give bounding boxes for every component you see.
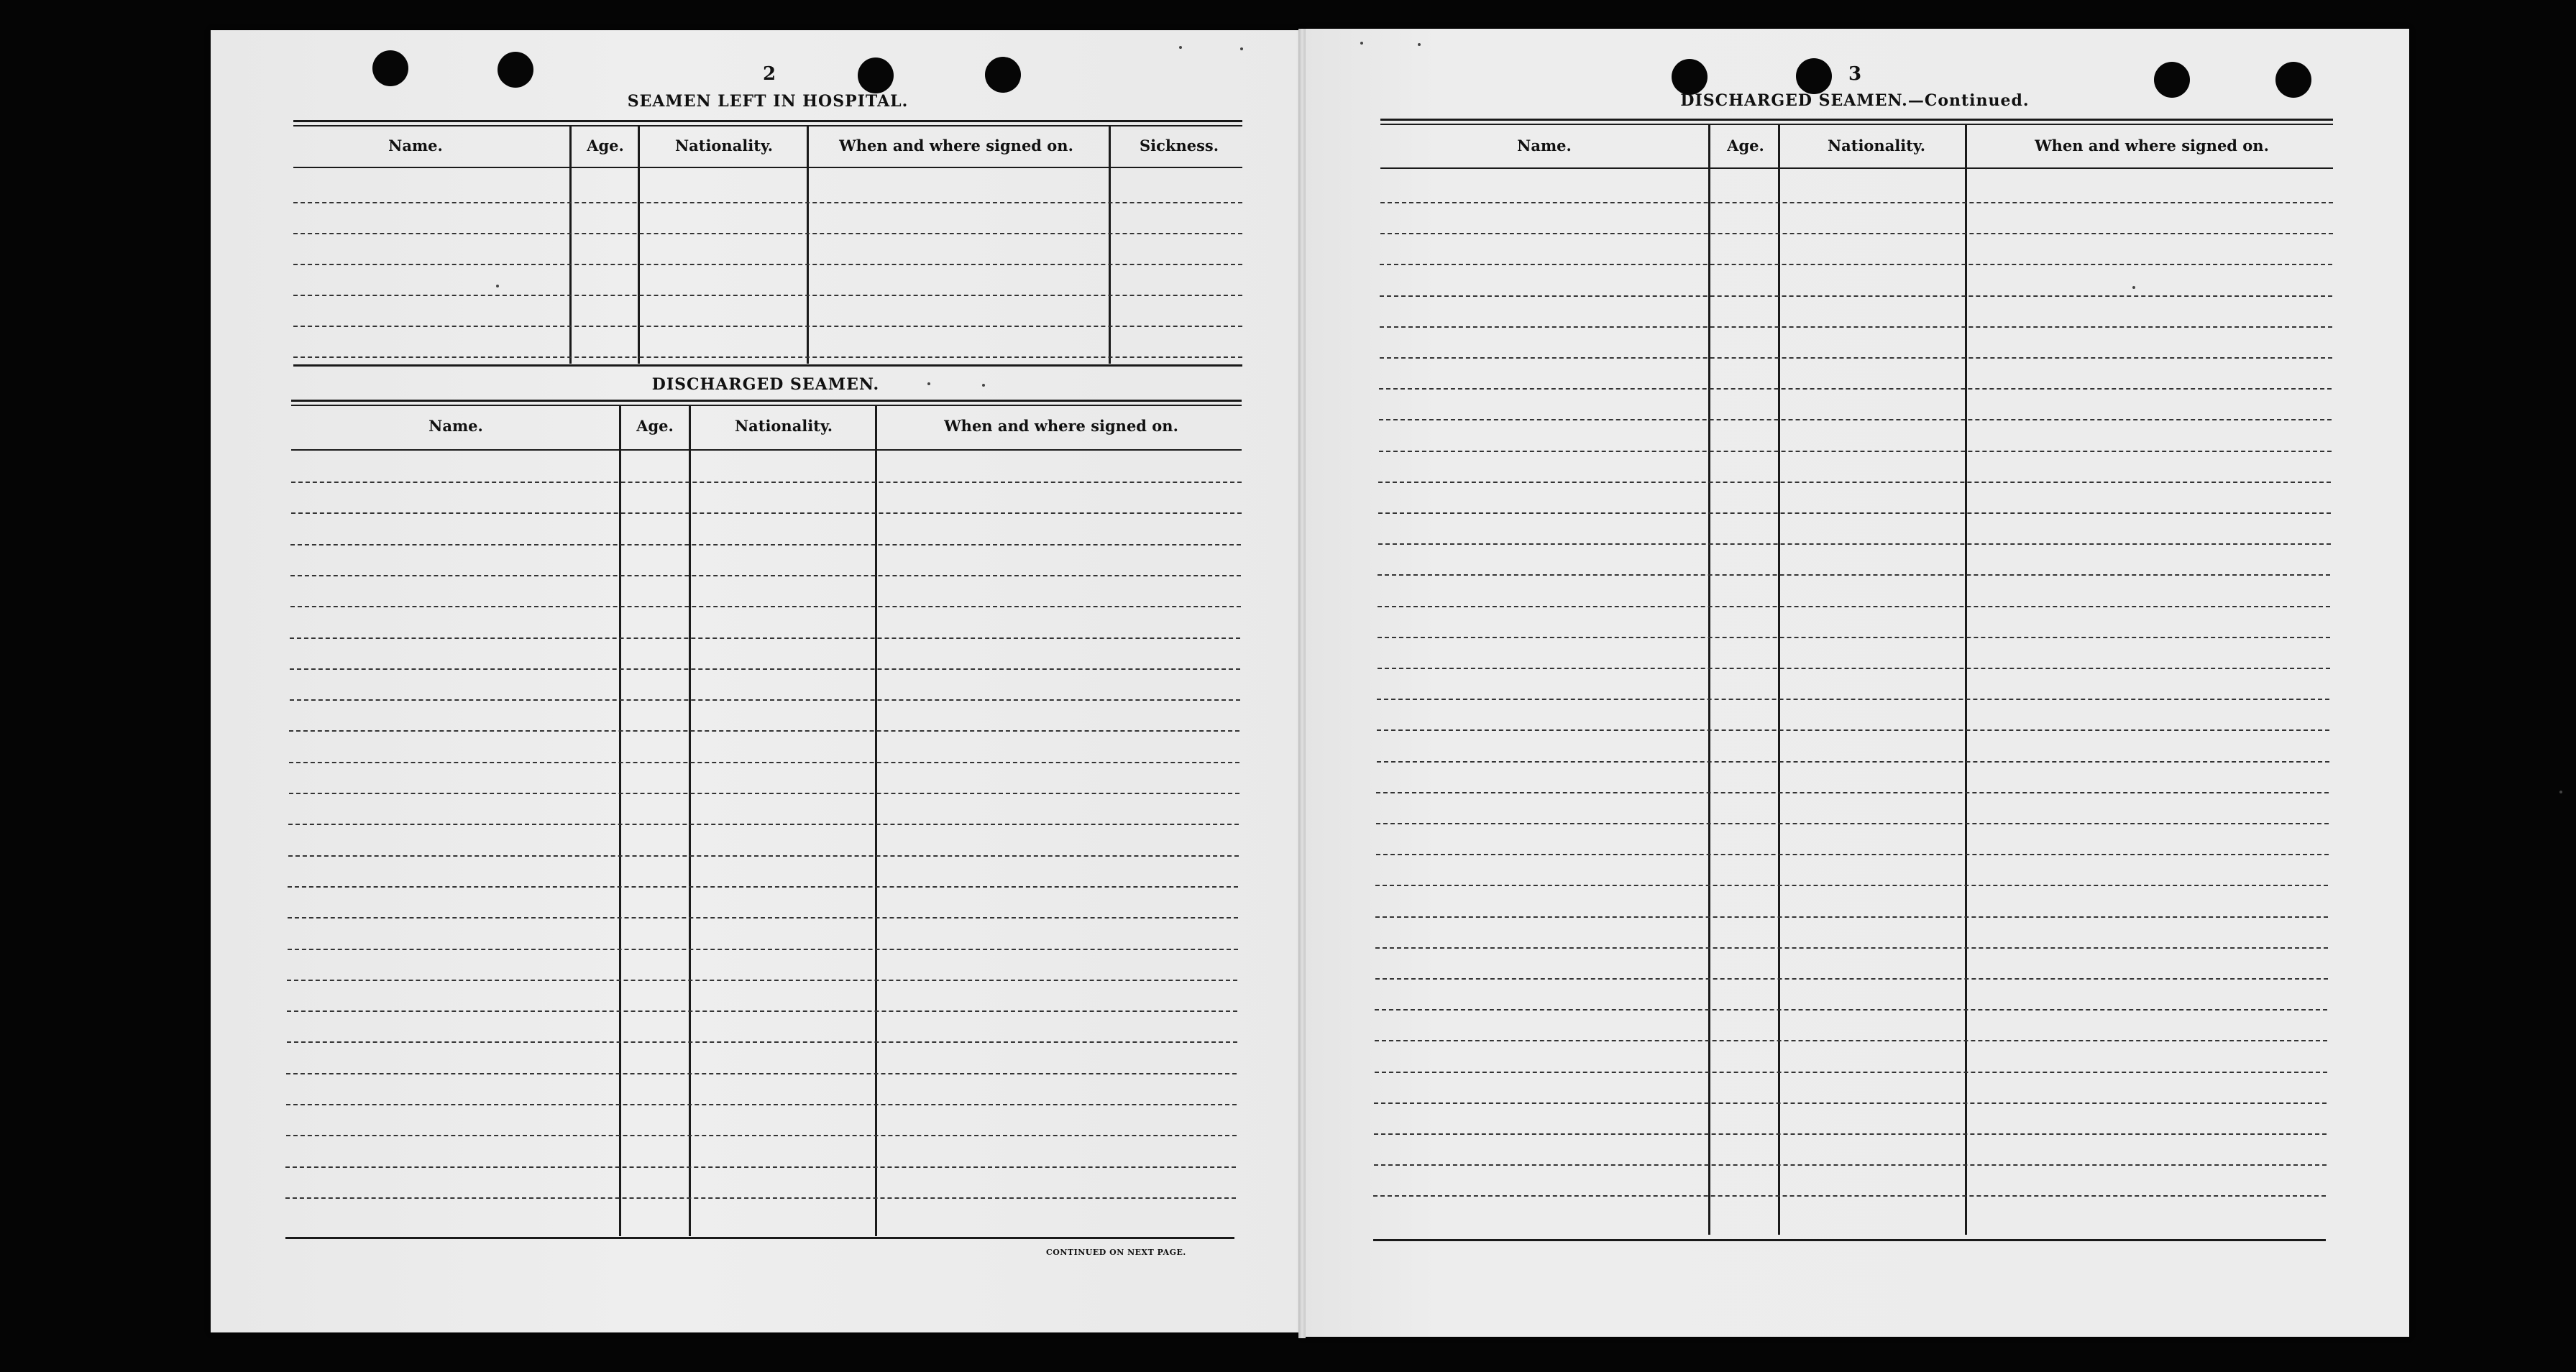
right-table-bottom-rule — [1373, 1239, 2326, 1241]
entry-line — [1378, 637, 2330, 638]
entry-line — [286, 1104, 1237, 1105]
entry-line — [286, 1073, 1237, 1074]
discharged-continued-title: DISCHARGED SEAMEN.—Continued. — [1680, 91, 2030, 110]
entry-line — [1375, 885, 2328, 886]
discharged-col-divider — [619, 406, 621, 1236]
entry-line — [285, 1166, 1236, 1168]
hospital-entry-line — [293, 356, 1242, 358]
entry-line — [290, 606, 1241, 607]
entry-line — [285, 1197, 1236, 1199]
entry-line — [1380, 202, 2333, 203]
right-col-divider — [1965, 125, 1967, 1235]
entry-line — [1375, 947, 2328, 949]
entry-line — [286, 1135, 1237, 1136]
discharged-col-signed-on: When and where signed on. — [944, 417, 1178, 435]
punch-hole — [498, 52, 533, 88]
hospital-col-divider — [569, 126, 572, 364]
right-col-divider — [1708, 125, 1710, 1235]
hospital-col-divider — [1109, 126, 1111, 364]
hospital-table-bottom-rule — [293, 364, 1242, 367]
entry-line — [1379, 388, 2332, 390]
hospital-entry-line — [293, 233, 1242, 234]
entry-line — [291, 482, 1242, 483]
entry-line — [290, 668, 1240, 670]
entry-line — [288, 949, 1238, 950]
hospital-col-divider — [638, 126, 640, 364]
entry-line — [291, 512, 1242, 514]
entry-line — [287, 980, 1237, 981]
continued-note: CONTINUED ON NEXT PAGE. — [1046, 1248, 1186, 1257]
hospital-entry-line — [293, 202, 1242, 203]
hospital-entry-line — [293, 264, 1242, 265]
punch-hole — [372, 50, 408, 86]
entry-line — [1375, 1040, 2327, 1041]
entry-line — [287, 1041, 1237, 1043]
entry-line — [288, 886, 1238, 888]
entry-line — [1378, 574, 2330, 576]
discharged-col-name: Name. — [428, 417, 483, 435]
right-page — [1302, 29, 2409, 1337]
right-col-divider — [1778, 125, 1780, 1235]
punch-hole — [858, 57, 894, 93]
entry-line — [1379, 451, 2332, 452]
discharged-table-top-rule — [291, 400, 1242, 402]
entry-line — [288, 917, 1238, 918]
hospital-col-nationality: Nationality. — [674, 137, 774, 155]
entry-line — [1374, 1102, 2327, 1104]
right-header-rule — [1380, 167, 2333, 169]
left-page — [211, 30, 1302, 1332]
right-table-top-rule — [1380, 119, 2333, 121]
discharged-col-nationality: Nationality. — [734, 417, 833, 435]
entry-line — [1376, 792, 2329, 793]
entry-line — [1375, 1072, 2327, 1073]
entry-line — [288, 855, 1239, 857]
entry-line — [288, 824, 1239, 825]
hospital-col-age: Age. — [587, 137, 624, 155]
entry-line — [287, 1010, 1237, 1012]
entry-line — [290, 544, 1241, 545]
entry-line — [1374, 1133, 2327, 1135]
discharged-col-age: Age. — [636, 417, 674, 435]
discharged-col-divider — [689, 406, 691, 1236]
entry-line — [1377, 729, 2329, 731]
entry-line — [1380, 264, 2332, 265]
entry-line — [1375, 978, 2328, 980]
entry-line — [289, 762, 1239, 763]
right-col-age: Age. — [1727, 137, 1764, 155]
entry-line — [1373, 1195, 2326, 1197]
punch-hole — [985, 57, 1021, 93]
punch-hole — [1672, 59, 1708, 95]
entry-line — [290, 575, 1241, 576]
punch-hole — [1796, 58, 1832, 94]
entry-line — [290, 699, 1240, 701]
right-col-nationality: Nationality. — [1827, 137, 1926, 155]
hospital-entry-line — [293, 295, 1242, 296]
hospital-col-signed-on: When and where signed on. — [839, 137, 1073, 155]
entry-line — [1377, 761, 2329, 763]
entry-line — [1375, 1009, 2327, 1010]
right-col-signed-on: When and where signed on. — [2035, 137, 2269, 155]
entry-line — [290, 637, 1240, 639]
punch-hole — [2275, 62, 2311, 98]
entry-line — [1380, 233, 2333, 234]
discharged-table-bottom-rule — [285, 1237, 1234, 1239]
entry-line — [1375, 916, 2328, 918]
discharged-col-divider — [875, 406, 877, 1236]
entry-line — [1380, 357, 2332, 359]
entry-line — [1376, 854, 2329, 855]
hospital-col-sickness: Sickness. — [1139, 137, 1219, 155]
entry-line — [289, 730, 1239, 732]
entry-line — [1378, 482, 2331, 483]
discharged-section-title: DISCHARGED SEAMEN. — [651, 375, 880, 394]
entry-line — [289, 793, 1239, 794]
page-number-right: 3 — [1848, 63, 1862, 85]
hospital-section-title: SEAMEN LEFT IN HOSPITAL. — [627, 92, 909, 111]
hospital-col-divider — [807, 126, 809, 364]
entry-line — [1380, 326, 2332, 328]
entry-line — [1378, 668, 2330, 669]
entry-line — [1378, 606, 2330, 607]
hospital-table-top-rule — [293, 120, 1242, 122]
page-number-left: 2 — [762, 63, 776, 85]
entry-line — [1378, 512, 2331, 514]
entry-line — [1374, 1164, 2327, 1166]
hospital-header-rule — [293, 167, 1242, 168]
punch-hole — [2154, 62, 2190, 98]
entry-line — [1380, 295, 2332, 297]
entry-line — [1376, 823, 2329, 824]
discharged-header-rule — [291, 449, 1242, 451]
entry-line — [1379, 419, 2332, 420]
entry-line — [1378, 543, 2331, 545]
book-spine — [1298, 29, 1306, 1338]
entry-line — [1377, 699, 2329, 700]
hospital-entry-line — [293, 326, 1242, 327]
hospital-col-name: Name. — [388, 137, 443, 155]
right-col-name: Name. — [1517, 137, 1572, 155]
